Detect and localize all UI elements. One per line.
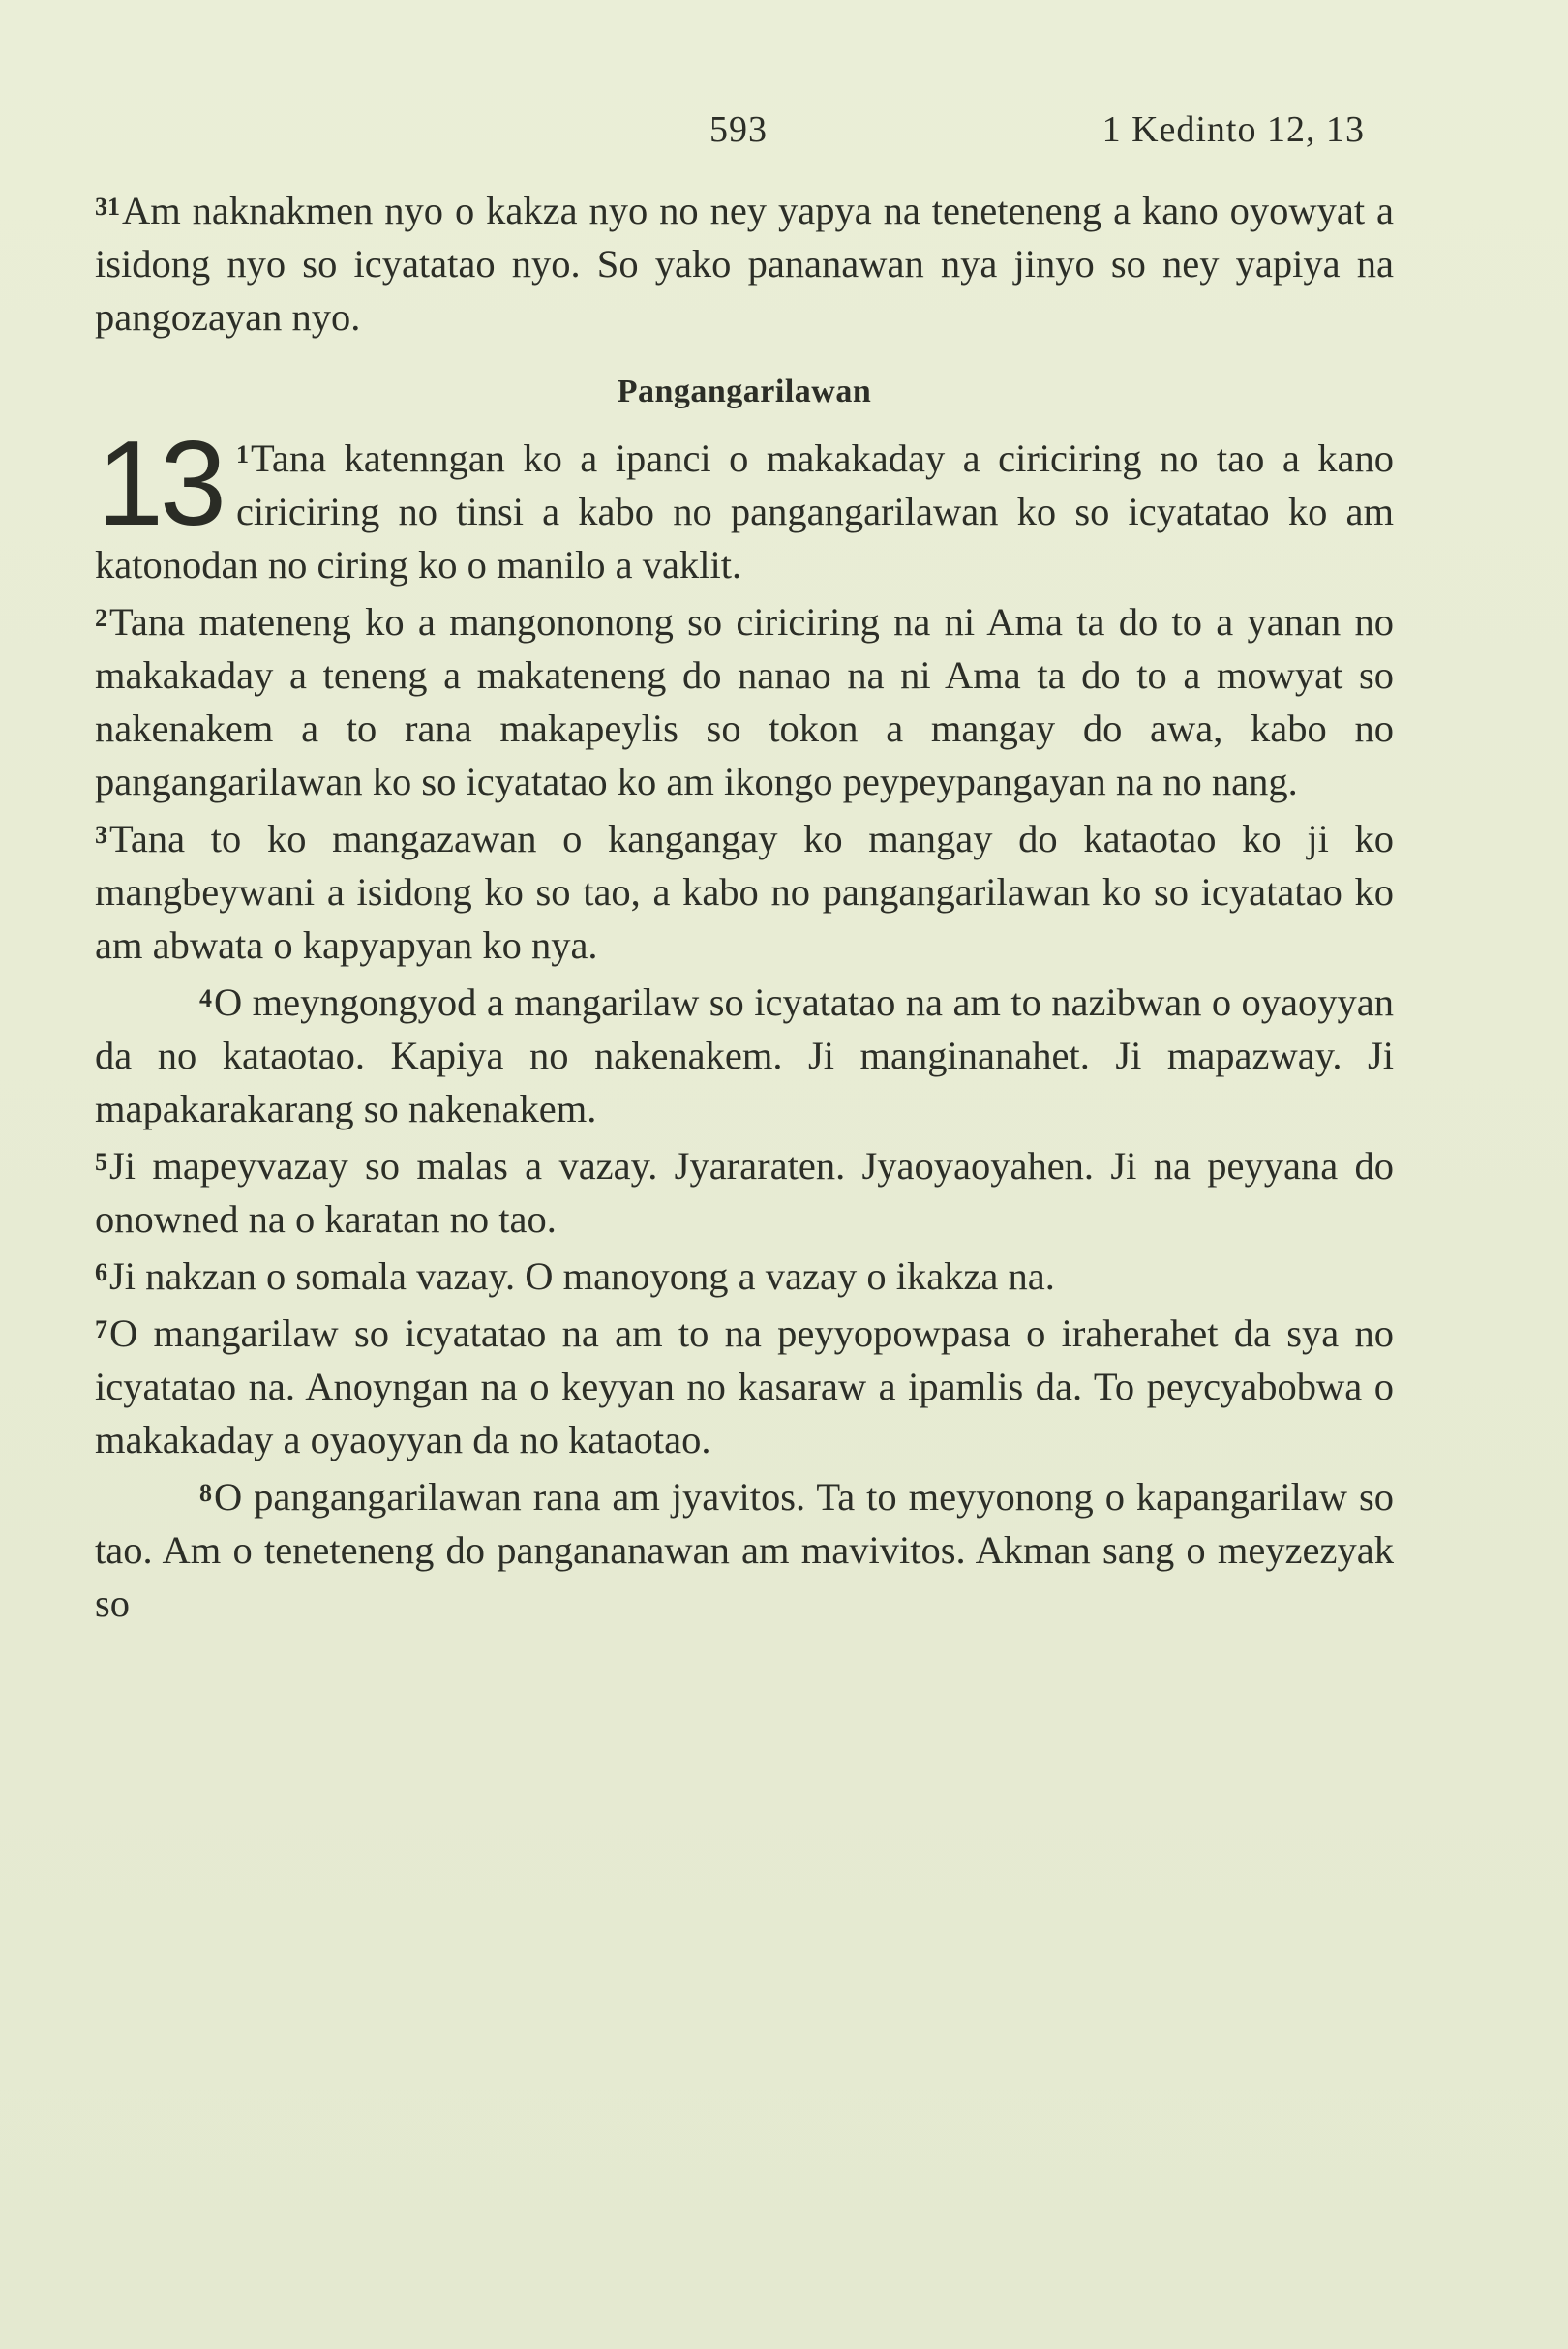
- verse-number: 6: [95, 1258, 107, 1286]
- verse-number: 2: [95, 604, 107, 632]
- verse-number: 7: [95, 1315, 107, 1343]
- verse-text: Am naknakmen nyo o kakza nyo no ney yapya na teneteneng a kano oyowyat a isidong nyo so icyatatao nyo. So yako pananawan nya jinyo so ney yapiya na pangozayan nyo.: [95, 189, 1394, 339]
- verse-6: [95, 1246, 1394, 1303]
- verse-text: O mangarilaw so icyatatao na am to na peyyopowpasa o iraherahet da sya no icyatatao na. Anoyngan na o keyyan no kasaraw a ipamlis da. To peycyabobwa o makakaday a oyaoyyan da no kataotao.: [95, 1311, 1394, 1461]
- verse-8: [95, 1466, 1394, 1630]
- verse-1: [95, 417, 1394, 591]
- verse-number: 3: [95, 821, 107, 849]
- verse-text: Ji nakzan o somala vazay. O manoyong a vazay o ikakza na.: [109, 1254, 1055, 1298]
- scripture-text: [95, 180, 1394, 1630]
- verse-text: Tana to ko mangazawan o kangangay ko mangay do kataotao ko ji ko mangbeywani a isidong ko so tao, a kabo no pangangarilawan ko so icyatatao ko am abwata o kapyapyan ko nya.: [95, 817, 1394, 967]
- verse-31: [95, 180, 1394, 344]
- verse-text: Tana mateneng ko a mangononong so ciriciring na ni Ama ta do to a yanan no makakaday a teneng a makateneng do nanao na ni Ama ta do to a mowyat so nakenakem a to rana makapeylis so tokon a mangay do awa, kabo no pangangarilawan ko so icyatatao ko am ikongo peypeypangayan na no nang.: [95, 600, 1394, 803]
- page-number: 593: [709, 109, 768, 150]
- verse-number: 5: [95, 1148, 107, 1176]
- verse-number: 1: [235, 440, 249, 468]
- page-header: [95, 97, 1394, 166]
- verse-number: 31: [95, 193, 120, 221]
- chapter-number: 13: [97, 417, 223, 551]
- verse-text: O pangangarilawan rana am jyavitos. Ta to meyyonong o kapangarilaw so tao. Am o teneteneng do pangananawan am mavivitos. Akman sang o meyzezyak so: [95, 1475, 1394, 1625]
- verse-5: [95, 1135, 1394, 1246]
- verse-text: O meyngongyod a mangarilaw so icyatatao na am to nazibwan o oyaoyyan da no kataotao. Kapiya no nakenakem. Ji manginanahet. Ji mapazway. Ji mapakarakarang so nakenakem.: [95, 980, 1394, 1130]
- verse-4: [95, 972, 1394, 1135]
- verse-7: [95, 1303, 1394, 1466]
- verse-text: Ji mapeyvazay so malas a vazay. Jyararaten. Jyaoyaoyahen. Ji na peyyana do onowned na o karatan no tao.: [95, 1144, 1394, 1241]
- verse-number: 8: [199, 1479, 212, 1507]
- verse-number: 4: [199, 984, 212, 1012]
- verse-2: [95, 591, 1394, 808]
- section-heading: Pangangarilawan: [617, 374, 872, 409]
- running-head: 1 Kedinto 12, 13: [1101, 109, 1365, 150]
- verse-text: Tana katenngan ko a ipanci o makakaday a ciriciring no tao a kano ciriciring no tinsi a kabo no pangangarilawan ko so icyatatao ko am katonodan no ciring ko o manilo a vaklit.: [95, 437, 1394, 587]
- verse-3: [95, 808, 1394, 972]
